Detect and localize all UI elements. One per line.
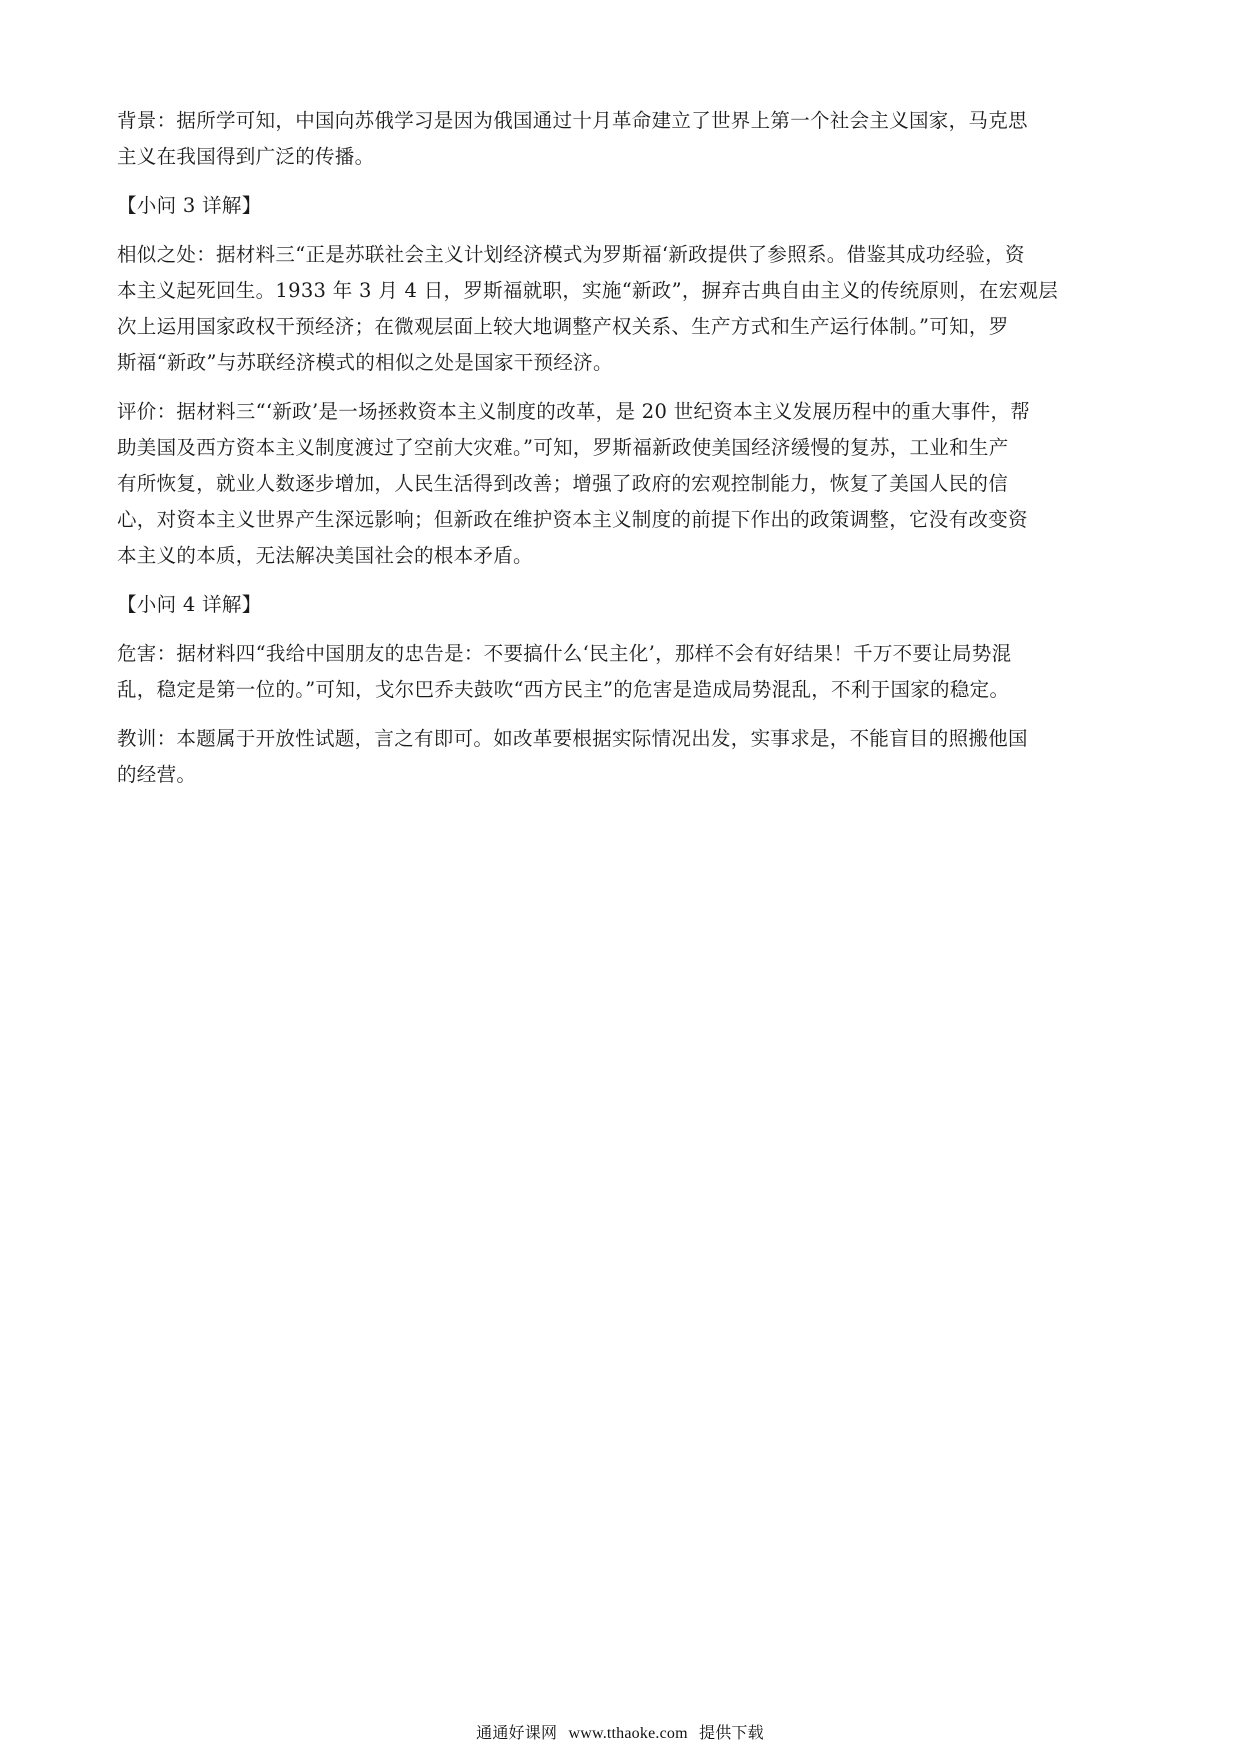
paragraph-line: 斯福“新政”与苏联经济模式的相似之处是国家干预经济。 (117, 351, 613, 374)
paragraph (117, 237, 1127, 381)
section-heading: 【小问 3 详解】 (117, 194, 262, 217)
paragraph (117, 394, 1127, 574)
page-footer (0, 1722, 1240, 1745)
section-heading: 【小问 4 详解】 (117, 593, 262, 616)
paragraph-line: 本主义起死回生。1933 年 3 月 4 日，罗斯福就职，实施“新政”，摒弃古典自由主义的传统原则，在宏观层 (117, 279, 1059, 302)
paragraph-line: 教训：本题属于开放性试题，言之有即可。如改革要根据实际情况出发，实事求是，不能盲目的照搬他国 (117, 727, 1028, 750)
paragraph-line: 的经营。 (117, 763, 197, 786)
paragraph-line: 评价：据材料三“‘新政’是一场拯救资本主义制度的改革，是 20 世纪资本主义发展历程中的重大事件，帮 (117, 400, 1031, 423)
document-body (117, 103, 1127, 806)
paragraph-line: 危害：据材料四“我给中国朋友的忠告是：不要搞什么‘民主化’，那样不会有好结果！千万不要让局势混 (117, 642, 1012, 665)
paragraph-line: 乱，稳定是第一位的。”可知，戈尔巴乔夫鼓吹“西方民主”的危害是造成局势混乱，不利于国家的稳定。 (117, 678, 1010, 701)
paragraph-line: 背景：据所学可知，中国向苏俄学习是因为俄国通过十月革命建立了世界上第一个社会主义国家，马克思 (117, 109, 1028, 132)
paragraph (117, 721, 1127, 793)
paragraph (117, 103, 1127, 175)
footer-prefix: 通通好课网 (476, 1723, 558, 1742)
paragraph-line: 主义在我国得到广泛的传播。 (117, 145, 375, 168)
paragraph-line: 心，对资本主义世界产生深远影响；但新政在维护资本主义制度的前提下作出的政策调整，它没有改变资 (117, 508, 1028, 531)
paragraph-line: 助美国及西方资本主义制度渡过了空前大灾难。”可知，罗斯福新政使美国经济缓慢的复苏，工业和生产 (117, 436, 1009, 459)
paragraph (117, 636, 1127, 708)
paragraph-line: 有所恢复，就业人数逐步增加，人民生活得到改善；增强了政府的宏观控制能力，恢复了美国人民的信 (117, 472, 1009, 495)
paragraph-line: 次上运用国家政权干预经济；在微观层面上较大地调整产权关系、生产方式和生产运行体制。”可知，罗 (117, 315, 1009, 338)
paragraph-line: 本主义的本质，无法解决美国社会的根本矛盾。 (117, 544, 533, 567)
paragraph-line: 相似之处：据材料三“正是苏联社会主义计划经济模式为罗斯福‘新政提供了参照系。借鉴其成功经验，资 (117, 243, 1025, 266)
footer-site-link[interactable]: www.tthaoke.com (568, 1725, 688, 1742)
footer-suffix: 提供下载 (699, 1723, 764, 1742)
